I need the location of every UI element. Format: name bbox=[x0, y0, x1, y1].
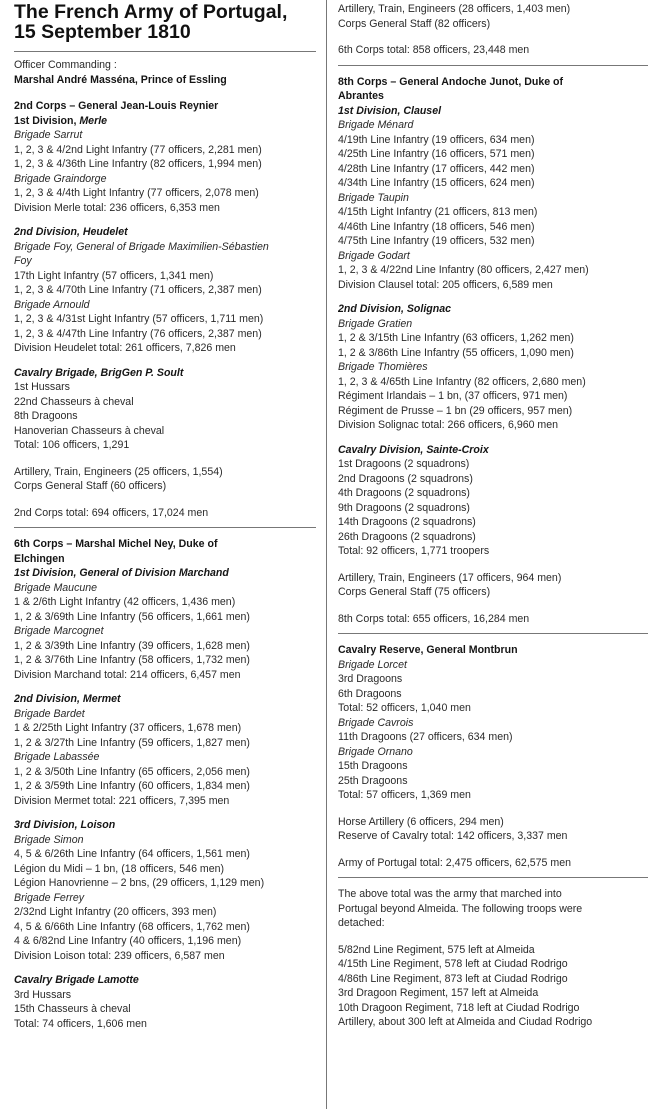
brigade-total: Total: 52 officers, 1,040 men bbox=[338, 702, 471, 714]
corps6-cavalry-heading: Cavalry Brigade Lamotte bbox=[14, 974, 139, 986]
brigade-label: Brigade Thomières bbox=[338, 361, 428, 373]
unit-line: 1 & 2/25th Light Infantry (37 officers, 1,678 men) bbox=[14, 722, 242, 734]
corps2-div2-heading: 2nd Division, Heudelet bbox=[14, 226, 128, 238]
title-line-1: The French Army of Portugal, bbox=[14, 1, 288, 23]
division-total: Division Marchand total: 214 officers, 6,457 men bbox=[14, 668, 241, 681]
corps2-div1-heading: 1st Division, Merle bbox=[14, 114, 108, 127]
corps6-div2-heading: 2nd Division, Mermet bbox=[14, 693, 121, 705]
cavalry-total: Total: 92 officers, 1,771 troopers bbox=[338, 545, 490, 557]
brigade-total: Total: 57 officers, 1,369 men bbox=[338, 789, 471, 801]
unit-line: 8th Dragoons bbox=[14, 410, 78, 422]
detached-line: 5/82nd Line Regiment, 575 left at Almeida bbox=[338, 943, 535, 956]
corps2-section bbox=[14, 99, 316, 520]
right-column bbox=[338, 0, 648, 1030]
division-total: Division Loison total: 239 officers, 6,587 men bbox=[14, 949, 225, 962]
brigade-label-cont: Foy bbox=[14, 255, 32, 267]
division-total: Division Mermet total: 221 officers, 7,395 men bbox=[14, 794, 230, 807]
corps8-div2-heading: 2nd Division, Solignac bbox=[338, 303, 452, 315]
brigade-label: Brigade Cavrois bbox=[338, 716, 414, 729]
corps6-div1-heading: 1st Division, General of Division Marchand bbox=[14, 567, 229, 579]
unit-line: 4, 5 & 6/66th Line Infantry (68 officers, 1,762 men) bbox=[14, 920, 250, 933]
left-column bbox=[14, 0, 316, 1031]
detached-intro: Portugal beyond Almeida. The following troops were bbox=[338, 902, 583, 915]
army-total: Army of Portugal total: 2,475 officers, 62,575 men bbox=[338, 856, 571, 869]
unit-line: Régiment Irlandais – 1 bn, (37 officers, 971 men) bbox=[338, 390, 568, 402]
detached-line: 10th Dragoon Regiment, 718 left at Ciudad Rodrigo bbox=[338, 1001, 580, 1014]
unit-line: 1, 2, 3 & 4/22nd Line Infantry (80 officers, 2,427 men) bbox=[338, 264, 589, 276]
detached-line: 4/86th Line Regiment, 873 left at Ciudad Rodrigo bbox=[338, 972, 568, 985]
commander-section bbox=[14, 58, 316, 87]
unit-line: 1, 2, 3 & 4/47th Line Infantry (76 officers, 2,387 men) bbox=[14, 327, 262, 340]
unit-line: 1, 2, 3 & 4/36th Line Infantry (82 officers, 1,994 men) bbox=[14, 158, 262, 170]
cavalry-total: Total: 74 officers, 1,606 men bbox=[14, 1017, 147, 1030]
unit-line: 4th Dragoons (2 squadrons) bbox=[338, 487, 470, 499]
brigade-label: Brigade Marcognet bbox=[14, 625, 104, 637]
unit-line: 2nd Dragoons (2 squadrons) bbox=[338, 472, 473, 485]
unit-line: 1, 2, 3 & 4/2nd Light Infantry (77 officers, 2,281 men) bbox=[14, 143, 262, 156]
section-divider bbox=[338, 877, 648, 878]
unit-line: Hanoverian Chasseurs à cheval bbox=[14, 424, 165, 437]
unit-line: 15th Dragoons bbox=[338, 760, 408, 772]
corps6-continued bbox=[338, 2, 648, 58]
unit-line: 4/75th Line Infantry (19 officers, 532 men) bbox=[338, 235, 535, 247]
unit-line: 4/19th Line Infantry (19 officers, 634 men) bbox=[338, 133, 535, 146]
support-line: Artillery, Train, Engineers (17 officers, 964 men) bbox=[338, 571, 562, 584]
unit-line: 1, 2, 3 & 4/70th Line Infantry (71 officers, 2,387 men) bbox=[14, 284, 262, 296]
unit-line: 4/28th Line Infantry (17 officers, 442 men) bbox=[338, 162, 535, 175]
section-divider bbox=[14, 527, 316, 528]
corps2-heading: 2nd Corps – General Jean-Louis Reynier bbox=[14, 100, 219, 112]
corps8-div1-heading: 1st Division, Clausel bbox=[338, 104, 442, 117]
unit-line: 17th Light Infantry (57 officers, 1,341 men) bbox=[14, 269, 214, 282]
corps8-section bbox=[338, 75, 648, 627]
unit-line: 14th Dragoons (2 squadrons) bbox=[338, 516, 476, 528]
unit-line: 3rd Hussars bbox=[14, 988, 72, 1001]
unit-line: 4 & 6/82nd Line Infantry (40 officers, 1,196 men) bbox=[14, 935, 242, 947]
corps8-heading: 8th Corps – General Andoche Junot, Duke of bbox=[338, 75, 564, 88]
brigade-label: Brigade Ferrey bbox=[14, 891, 85, 904]
division-total: Division Merle total: 236 officers, 6,353 men bbox=[14, 201, 220, 214]
corps6-section bbox=[14, 537, 316, 1031]
brigade-label: Brigade Ornano bbox=[338, 745, 413, 758]
division-total: Division Solignac total: 266 officers, 6,960 men bbox=[338, 419, 559, 431]
detached-line: 4/15th Line Regiment, 578 left at Ciudad Rodrigo bbox=[338, 958, 568, 970]
section-divider bbox=[338, 65, 648, 66]
unit-line: 1, 2 & 3/86th Line Infantry (55 officers, 1,090 men) bbox=[338, 346, 574, 359]
cavalry-reserve-section bbox=[338, 643, 648, 870]
column-divider bbox=[326, 0, 327, 1109]
brigade-label: Brigade Simon bbox=[14, 833, 84, 846]
brigade-label: Brigade Maucune bbox=[14, 581, 98, 594]
unit-line: 4/15th Light Infantry (21 officers, 813 men) bbox=[338, 206, 538, 218]
brigade-label: Brigade Labassée bbox=[14, 751, 100, 763]
division-total: Division Clausel total: 205 officers, 6,589 men bbox=[338, 278, 553, 291]
detached-intro: detached: bbox=[338, 917, 385, 929]
unit-line: 4, 5 & 6/26th Line Infantry (64 officers, 1,561 men) bbox=[14, 848, 250, 860]
unit-line: Légion du Midi – 1 bn, (18 officers, 546 men) bbox=[14, 862, 225, 875]
unit-line: 4/34th Line Infantry (15 officers, 624 men) bbox=[338, 177, 535, 189]
detached-intro: The above total was the army that marched into bbox=[338, 888, 562, 900]
cavalry-reserve-heading: Cavalry Reserve, General Montbrun bbox=[338, 644, 518, 656]
cavalry-reserve-total: Reserve of Cavalry total: 142 officers, 3,337 men bbox=[338, 830, 568, 842]
brigade-label: Brigade Graindorge bbox=[14, 172, 107, 185]
unit-line: 3rd Dragoons bbox=[338, 673, 403, 685]
commander-name: Marshal André Masséna, Prince of Essling bbox=[14, 73, 227, 86]
brigade-label: Brigade Lorcet bbox=[338, 658, 407, 671]
corps8-cavalry-heading: Cavalry Division, Sainte-Croix bbox=[338, 443, 489, 456]
unit-line: 22nd Chasseurs à cheval bbox=[14, 395, 134, 408]
support-line: Artillery, Train, Engineers (28 officers, 1,403 men) bbox=[338, 3, 571, 15]
unit-line: 15th Chasseurs à cheval bbox=[14, 1003, 131, 1015]
unit-line: 1, 2, 3 & 4/31st Light Infantry (57 officers, 1,711 men) bbox=[14, 313, 264, 325]
commander-label: Officer Commanding : bbox=[14, 59, 117, 71]
unit-line: 1, 2 & 3/76th Line Infantry (58 officers, 1,732 men) bbox=[14, 654, 250, 666]
unit-line: 1, 2 & 3/27th Line Infantry (59 officers, 1,827 men) bbox=[14, 736, 250, 749]
brigade-label: Brigade Taupin bbox=[338, 191, 409, 204]
corps8-heading-cont: Abrantes bbox=[338, 90, 384, 102]
corps2-total: 2nd Corps total: 694 officers, 17,024 men bbox=[14, 506, 209, 519]
brigade-label: Brigade Gratien bbox=[338, 317, 413, 330]
brigade-label: Brigade Arnould bbox=[14, 298, 90, 311]
unit-line: 4/25th Line Infantry (16 officers, 571 men) bbox=[338, 148, 535, 160]
unit-line: 1, 2 & 3/59th Line Infantry (60 officers, 1,834 men) bbox=[14, 780, 250, 792]
corps6-heading-cont: Elchingen bbox=[14, 552, 65, 565]
unit-line: 1, 2 & 3/15th Line Infantry (63 officers, 1,262 men) bbox=[338, 332, 574, 344]
unit-line: 1, 2 & 3/69th Line Infantry (56 officers, 1,661 men) bbox=[14, 610, 250, 623]
corps2-cavalry-heading: Cavalry Brigade, BrigGen P. Soult bbox=[14, 366, 184, 379]
unit-line: 26th Dragoons (2 squadrons) bbox=[338, 530, 476, 543]
title-divider bbox=[14, 51, 316, 52]
page-title bbox=[14, 2, 316, 42]
corps6-heading: 6th Corps – Marshal Michel Ney, Duke of bbox=[14, 538, 218, 550]
brigade-label: Brigade Sarrut bbox=[14, 129, 83, 141]
corps6-div3-heading: 3rd Division, Loison bbox=[14, 819, 116, 831]
unit-line: 1, 2, 3 & 4/65th Line Infantry (82 officers, 2,680 men) bbox=[338, 375, 586, 388]
brigade-label: Brigade Godart bbox=[338, 249, 410, 262]
support-line: Corps General Staff (60 officers) bbox=[14, 480, 167, 492]
division-total: Division Heudelet total: 261 officers, 7,826 men bbox=[14, 342, 236, 354]
unit-line: 11th Dragoons (27 officers, 634 men) bbox=[338, 731, 513, 743]
support-line: Corps General Staff (75 officers) bbox=[338, 586, 491, 598]
unit-line: 25th Dragoons bbox=[338, 774, 408, 787]
support-line: Artillery, Train, Engineers (25 officers, 1,554) bbox=[14, 465, 223, 478]
detached-line: 3rd Dragoon Regiment, 157 left at Almeida bbox=[338, 987, 539, 999]
brigade-label: Brigade Bardet bbox=[14, 707, 85, 720]
support-line: Corps General Staff (82 officers) bbox=[338, 17, 491, 30]
corps8-total: 8th Corps total: 655 officers, 16,284 men bbox=[338, 612, 530, 625]
detached-line: Artillery, about 300 left at Almeida and Ciudad Rodrigo bbox=[338, 1016, 593, 1028]
unit-line: Régiment de Prusse – 1 bn (29 officers, 957 men) bbox=[338, 404, 573, 417]
brigade-label: Brigade Foy, General of Brigade Maximilien-Sébastien bbox=[14, 240, 269, 253]
unit-line: 1, 2 & 3/50th Line Infantry (65 officers, 2,056 men) bbox=[14, 765, 250, 778]
unit-line: 1, 2, 3 & 4/4th Light Infantry (77 officers, 2,078 men) bbox=[14, 187, 259, 199]
detached-section bbox=[338, 887, 648, 1030]
unit-line: 4/46th Line Infantry (18 officers, 546 men) bbox=[338, 220, 535, 233]
unit-line: Légion Hanovrienne – 2 bns, (29 officers, 1,129 men) bbox=[14, 877, 265, 889]
unit-line: 2/32nd Light Infantry (20 officers, 393 men) bbox=[14, 906, 217, 918]
section-divider bbox=[338, 633, 648, 634]
unit-line: 1st Hussars bbox=[14, 381, 70, 393]
title-line-2: 15 September 1810 bbox=[14, 21, 191, 43]
unit-line: 1st Dragoons (2 squadrons) bbox=[338, 458, 470, 470]
unit-line: 1, 2 & 3/39th Line Infantry (39 officers, 1,628 men) bbox=[14, 639, 250, 652]
corps6-total: 6th Corps total: 858 officers, 23,448 men bbox=[338, 44, 530, 56]
horse-artillery-line: Horse Artillery (6 officers, 294 men) bbox=[338, 815, 504, 828]
unit-line: 9th Dragoons (2 squadrons) bbox=[338, 501, 470, 514]
cavalry-total: Total: 106 officers, 1,291 bbox=[14, 439, 130, 451]
brigade-label: Brigade Ménard bbox=[338, 119, 414, 131]
unit-line: 1 & 2/6th Light Infantry (42 officers, 1,436 men) bbox=[14, 596, 236, 608]
unit-line: 6th Dragoons bbox=[338, 687, 402, 700]
